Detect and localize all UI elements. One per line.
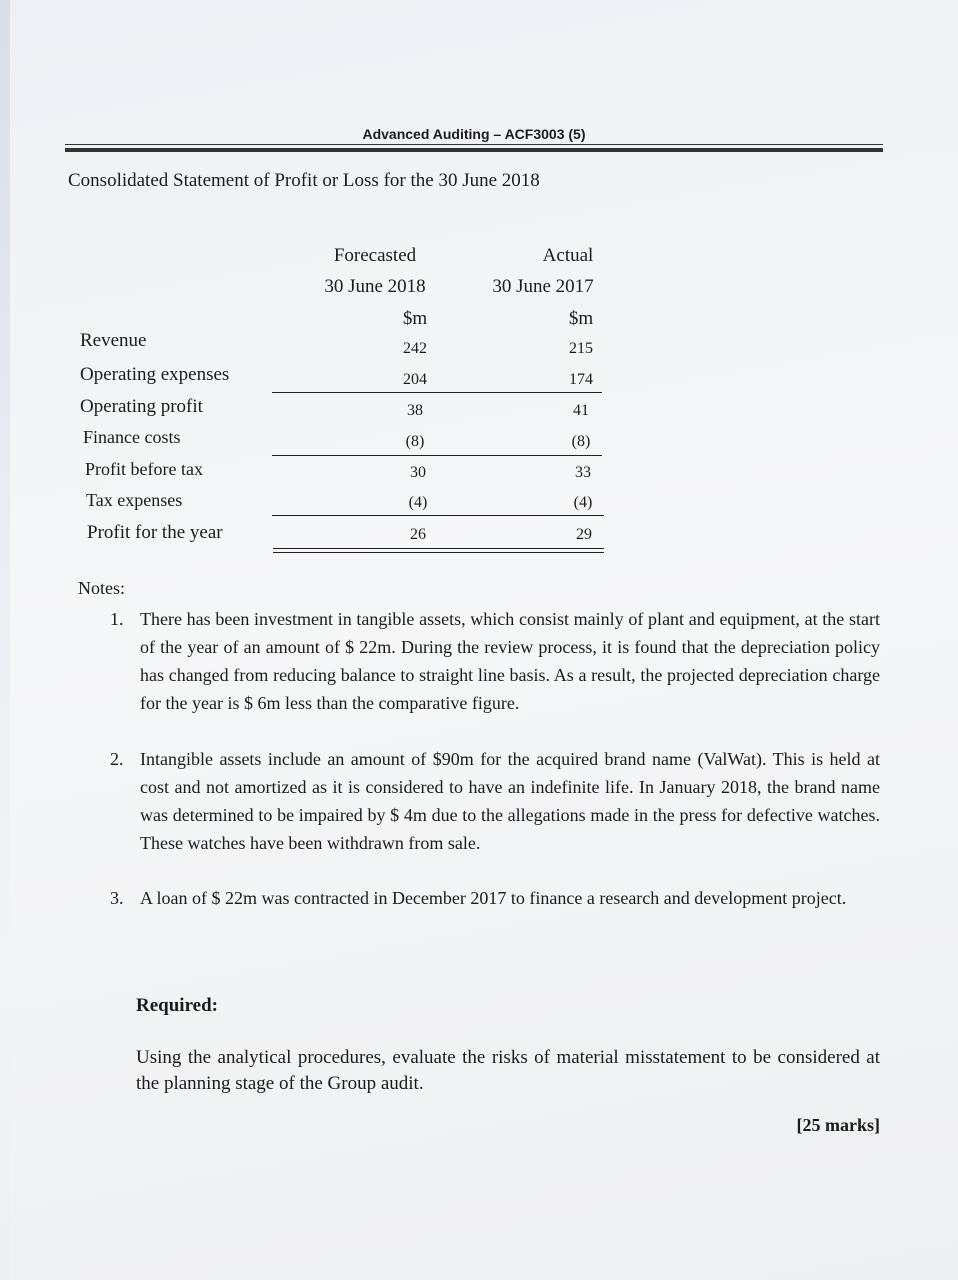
actual-col-unit: $m — [568, 308, 594, 329]
total-double-rule-bottom — [273, 552, 604, 553]
finance-costs-forecast: (8) — [405, 433, 425, 450]
note-item — [110, 884, 880, 912]
tax-actual: (4) — [573, 494, 593, 511]
row-label-profit-before-tax: Profit before tax — [85, 459, 203, 479]
row-label-finance-costs: Finance costs — [83, 427, 181, 447]
opex-forecast: 204 — [403, 371, 427, 388]
profit-year-forecast: 26 — [410, 526, 426, 543]
note-number: 1. — [110, 609, 124, 629]
note-text: There has been investment in tangible assets, which consist mainly of plant and equipment, at the start of the year of an amount of $ 22m. During the review process, it is found that the depreciation policy has changed from reducing balance to straight line basis. As a result, the projected depreciation charge for the year is $ 6m less than the comparative figure. — [140, 609, 880, 713]
header-rule-thick — [65, 148, 883, 152]
revenue-forecast: 242 — [403, 340, 427, 357]
pbt-actual: 33 — [575, 464, 591, 481]
forecast-col-line1: Forecasted — [333, 245, 417, 266]
row-label-operating-expenses: Operating expenses — [80, 364, 230, 385]
header-rule-thin — [65, 144, 883, 145]
subtotal-rule-3 — [272, 515, 604, 516]
op-profit-actual: 41 — [573, 402, 589, 419]
page-header: Advanced Auditing – ACF3003 (5) — [362, 126, 586, 142]
note-text: Intangible assets include an amount of $90m for the acquired brand name (ValWat). This is held at cost and not amortized as it is considered to have an indefinite life. In January 2018, the brand name was determined to be impaired by $ 4m due to the allegations made in the press for defective watches. These watches have been withdrawn from sale. — [140, 749, 880, 853]
total-double-rule-top — [273, 548, 604, 549]
subtotal-rule-1 — [272, 392, 602, 393]
row-label-tax-expenses: Tax expenses — [86, 490, 183, 510]
actual-col-line1: Actual — [542, 245, 594, 266]
row-label-profit-for-year: Profit for the year — [87, 522, 223, 543]
required-question: Using the analytical procedures, evaluate the risks of material misstatement to be considered at the planning stage of the Group audit. — [136, 1047, 880, 1094]
notes-title: Notes: — [78, 578, 125, 598]
note-item — [110, 605, 880, 717]
exam-page — [10, 0, 958, 1280]
opex-actual: 174 — [569, 371, 593, 388]
finance-costs-actual: (8) — [571, 433, 591, 450]
note-number: 3. — [110, 888, 124, 908]
revenue-actual: 215 — [569, 340, 593, 357]
actual-col-line2: 30 June 2017 — [492, 276, 594, 297]
op-profit-forecast: 38 — [407, 402, 423, 419]
row-label-operating-profit: Operating profit — [80, 396, 203, 417]
note-number: 2. — [110, 749, 124, 769]
note-item — [110, 745, 880, 857]
required-label: Required: — [136, 995, 218, 1016]
marks-label: [25 marks] — [796, 1115, 880, 1135]
forecast-col-unit: $m — [402, 308, 428, 329]
tax-forecast: (4) — [408, 494, 428, 511]
profit-year-actual: 29 — [576, 526, 592, 543]
row-label-revenue: Revenue — [80, 330, 147, 351]
forecast-col-line2: 30 June 2018 — [324, 276, 426, 297]
note-text: A loan of $ 22m was contracted in December 2017 to finance a research and development project. — [140, 888, 847, 908]
statement-title: Consolidated Statement of Profit or Loss for the 30 June 2018 — [68, 170, 540, 191]
subtotal-rule-2 — [272, 455, 602, 456]
pbt-forecast: 30 — [410, 464, 426, 481]
